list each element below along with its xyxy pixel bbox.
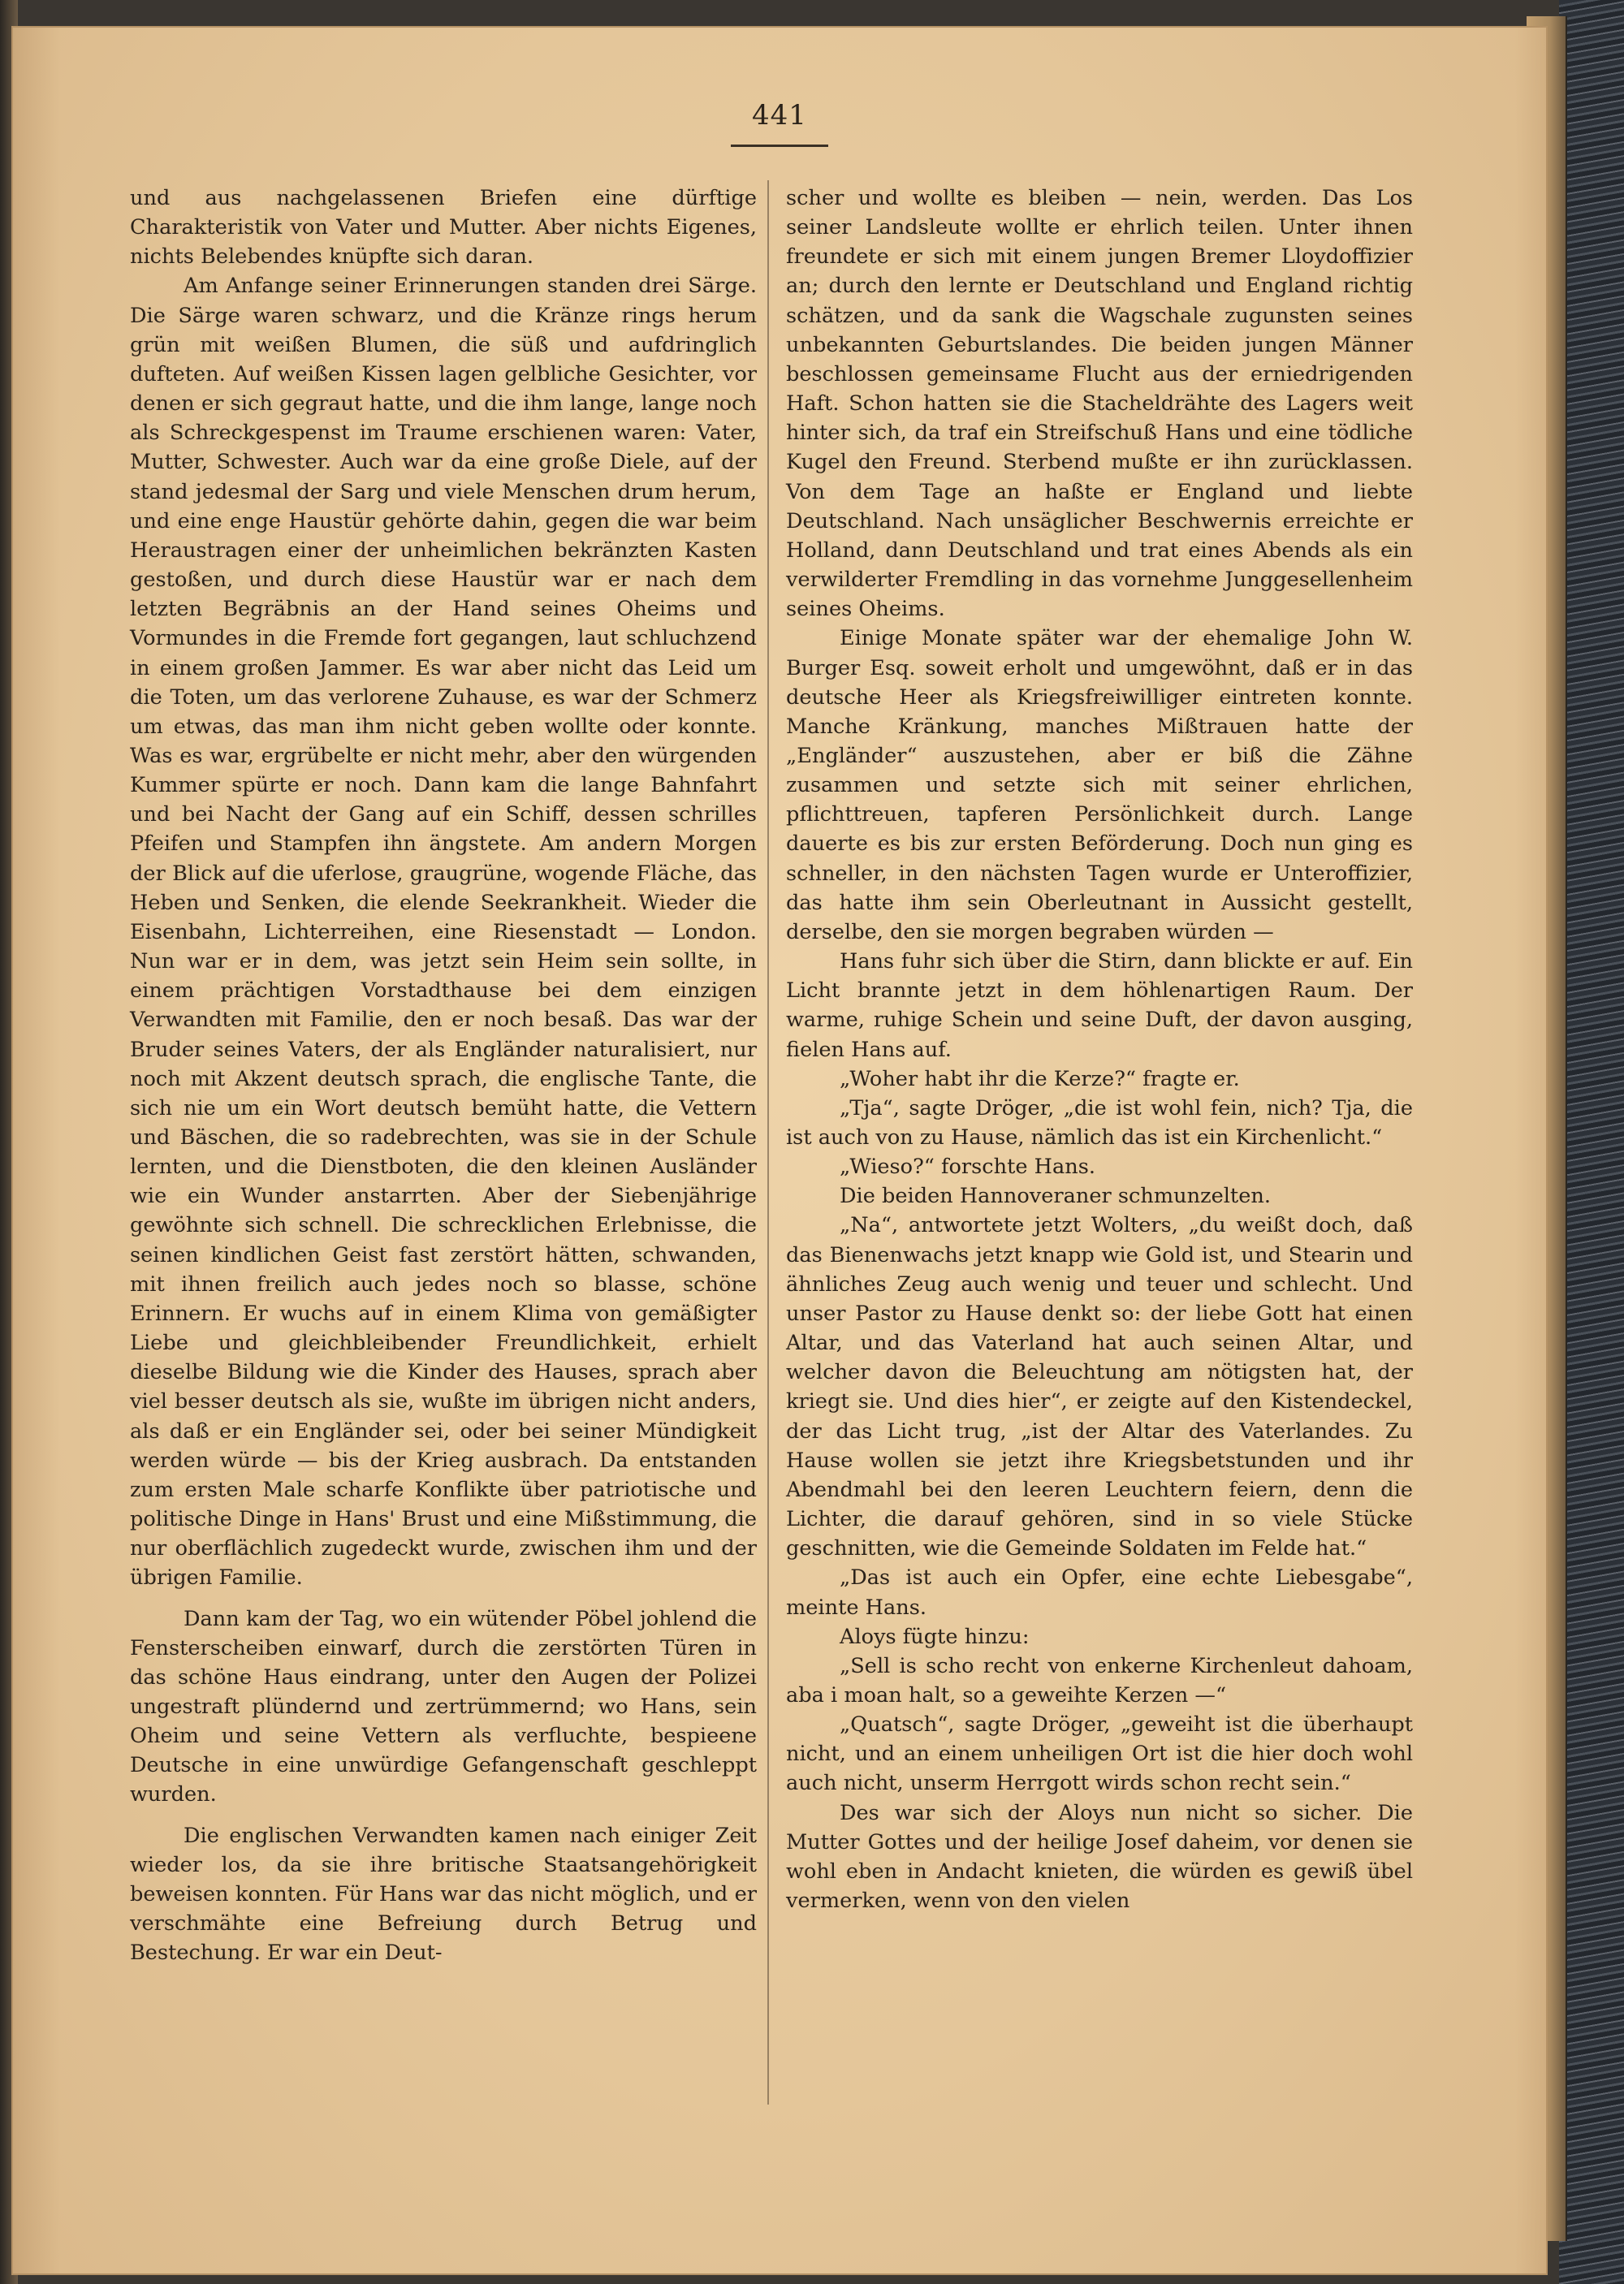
paragraph: „Sell is scho recht von enkerne Kirchenleut dahoam, aba i moan halt, so a geweihte Kerzen —“ <box>786 1653 1413 1708</box>
paragraph: Hans fuhr sich über die Stirn, dann blickte er auf. Ein Licht brannte jetzt in dem höhlenartigen Raum. Der warme, ruhige Schein und seine Duft, der davon ausging, fielen Hans auf. <box>786 949 1413 1062</box>
paragraph: „Wieso?“ forschte Hans. <box>840 1155 1095 1180</box>
paragraph: Die beiden Hannoveraner schmunzelten. <box>840 1184 1271 1209</box>
paragraph: Am Anfange seiner Erinnerungen standen drei Särge. Die Särge waren schwarz, und die Kränze rings herum grün mit weißen Blumen, die süß und aufdringlich dufteten. Auf weißen Kissen lagen gelbliche Gesichter, vor denen er sich gegraut hatte, und die ihm lange, lange noch als Schreckgespenst im Traume erschienen waren: Vater, Mutter, Schwester. Auch war da eine große Diele, auf der stand jedesmal der Sarg und viele Menschen drum herum, und eine enge Haustür gehörte dahin, gegen die war beim Heraustragen einer der unheimlichen bekränzten Kasten gestoßen, und durch diese Haustür war er nach dem letzten Begräbnis an der Hand seines Oheims und Vormundes in die Fremde fort gegangen, laut schluchzend in einem großen Jammer. Es war aber nicht das Leid um die Toten, um das verlorene Zuhause, es war der Schmerz um etwas, das man ihm nicht geben wollte oder konnte. Was es war, ergrübelte er nicht mehr, aber den würgenden Kummer spürte er noch. Dann kam die lange Bahnfahrt und bei Nacht der Gang auf ein Schiff, dessen schrilles Pfeifen und Stampfen ihn ängstete. Am andern Morgen der Blick auf die uferlose, graugrüne, wogende Fläche, das Heben und Senken, die elende Seekrankheit. Wieder die Eisenbahn, Lichterreihen, eine Riesenstadt — London. Nun war er in dem, was jetzt sein Heim sein sollte, in einem prächtigen Vorstadthause bei dem einzigen Verwandten mit Familie, den er noch besaß. Das war der Bruder seines Vaters, der als Engländer naturalisiert, nur noch mit Akzent deutsch sprach, die englische Tante, die sich nie um ein Wort deutsch bemüht hatte, die Vettern und Bäschen, die so radebrechten, was sie in der Schule lernten, und die Dienstboten, die den kleinen Ausländer wie ein Wunder anstarrten. Aber der Siebenjährige gewöhnte sich schnell. Die schrecklichen Erlebnisse, die seinen kindlichen Geist fast zerstört hätten, schwanden, mit ihnen freilich auch jedes noch so blasse, schöne Erinnern. Er wuchs auf in einem Klima von gemäßigter Liebe und gleichbleibender Freundlichkeit, erhielt dieselbe Bildung wie die Kinder des Hauses, sprach aber viel besser deutsch als sie, wußte im übrigen nicht anders, als daß er ein Engländer sei, oder bei seiner Mündigkeit werden würde — bis der Krieg ausbrach. Da entstanden zum ersten Male scharfe Konflikte über patriotische und politische Dinge in Hans' Brust und eine Mißstimmung, die nur oberflächlich zugedeckt wurde, zwischen ihm und der übrigen Familie. <box>130 274 757 1591</box>
paragraph: „Quatsch“, sagte Dröger, „geweiht ist die überhaupt nicht, und an einem unheiligen Ort ist die hier doch wohl auch nicht, unserm Herrgott wirds schon recht sein.“ <box>786 1712 1413 1796</box>
paragraph: scher und wollte es bleiben — nein, werden. Das Los seiner Landsleute wollte er ehrlich teilen. Unter ihnen freundete er sich mit einem jungen Bremer Lloydoffizier an; durch den lernte er Deutschland und England richtig schätzen, und da sank die Wagschale zugunsten seines unbekannten Geburtslandes. Die beiden jungen Männer beschlossen gemeinsame Flucht aus der erniedrigenden Haft. Schon hatten sie die Stacheldrähte des Lagers weit hinter sich, da traf ein Streifschuß Hans und eine tödliche Kugel den Freund. Sterbend mußte er ihn zurücklassen. Von dem Tage an haßte er England und liebte Deutschland. Nach unsäglicher Beschwernis erreichte er Holland, dann Deutschland und trat eines Abends als ein verwilderter Fremdling in das vornehme Junggesellenheim seines Oheims. <box>786 186 1413 622</box>
paragraph: „Tja“, sagte Dröger, „die ist wohl fein, nich? Tja, die ist auch von zu Hause, nämlich das ist ein Kirchenlicht.“ <box>786 1095 1413 1150</box>
paragraph: Dann kam der Tag, wo ein wütender Pöbel johlend die Fensterscheiben einwarf, durch die zerstörten Türen in das schöne Haus eindrang, unter den Augen der Polizei ungestraft plündernd und zertrümmernd; wo Hans, sein Oheim und seine Vettern als verfluchte, bespieene Deutsche in eine unwürdige Gefangenschaft geschleppt wurden. <box>130 1606 757 1807</box>
page-number-rule <box>731 145 828 147</box>
column-divider <box>767 180 769 2105</box>
paragraph: „Das ist auch ein Opfer, eine echte Liebesgabe“, meinte Hans. <box>786 1565 1413 1620</box>
paragraph: Die englischen Verwandten kamen nach einiger Zeit wieder los, da sie ihre britische Staatsangehörigkeit beweisen konnten. Für Hans war das nicht möglich, und er verschmähte eine Befreiung durch Betrug und Bestechung. Er war ein Deut- <box>130 1823 757 1966</box>
paragraph: und aus nachgelassenen Briefen eine dürftige Charakteristik von Vater und Mutter. Aber nichts Eigenes, nichts Belebendes knüpfte sich daran. <box>130 186 757 270</box>
page-number: 441 <box>752 99 807 132</box>
paragraph: Des war sich der Aloys nun nicht so sicher. Die Mutter Gottes und der heilige Josef daheim, vor denen sie wohl eben in Andacht knieten, die würden es gewiß übel vermerken, wenn von den vielen <box>786 1800 1413 1914</box>
paragraph: „Woher habt ihr die Kerze?“ fragte er. <box>840 1066 1240 1091</box>
paragraph: Aloys fügte hinzu: <box>840 1624 1030 1649</box>
paragraph: „Na“, antwortete jetzt Wolters, „du weißt doch, daß das Bienenwachs jetzt knapp wie Gold ist, und Stearin und ähnliches Zeug auch wenig und teuer und schlecht. Und unser Pastor zu Hause denkt so: der liebe Gott hat einen Altar, und das Vaterland hat auch seinen Altar, und welcher davon die Beleuchtung am nötigsten hat, der kriegt sie. Und dies hier“, er zeigte auf den Kistendeckel, der das Licht trug, „ist der Altar des Vaterlandes. Zu Hause wollen sie jetzt ihre Kriegsbetstunden und ihr Abendmahl bei den leeren Leuchtern feiern, denn die Lichter, die darauf gehören, sind in so viele Stücke geschnitten, wie die Gemeinde Soldaten im Felde hat.“ <box>786 1213 1413 1561</box>
text-column-right <box>786 183 1413 1915</box>
paragraph: Einige Monate später war der ehemalige John W. Burger Esq. soweit erholt und umgewöhnt, daß er in das deutsche Heer als Kriegsfreiwilliger eintreten konnte. Manche Kränkung, manches Mißtrauen hatte der „Engländer“ auszustehen, aber er biß die Zähne zusammen und setzte sich mit seiner ehrlichen, pflichttreuen, tapferen Persönlichkeit durch. Lange dauerte es bis zur ersten Beförderung. Doch nun ging es schneller, in den nächsten Tagen wurde er Unteroffizier, das hatte ihm sein Oberleutnant in Aussicht gestellt, derselbe, den sie morgen begraben würden — <box>786 626 1413 944</box>
book-cover-edge <box>1559 0 1624 2284</box>
text-column-left <box>130 183 757 1967</box>
